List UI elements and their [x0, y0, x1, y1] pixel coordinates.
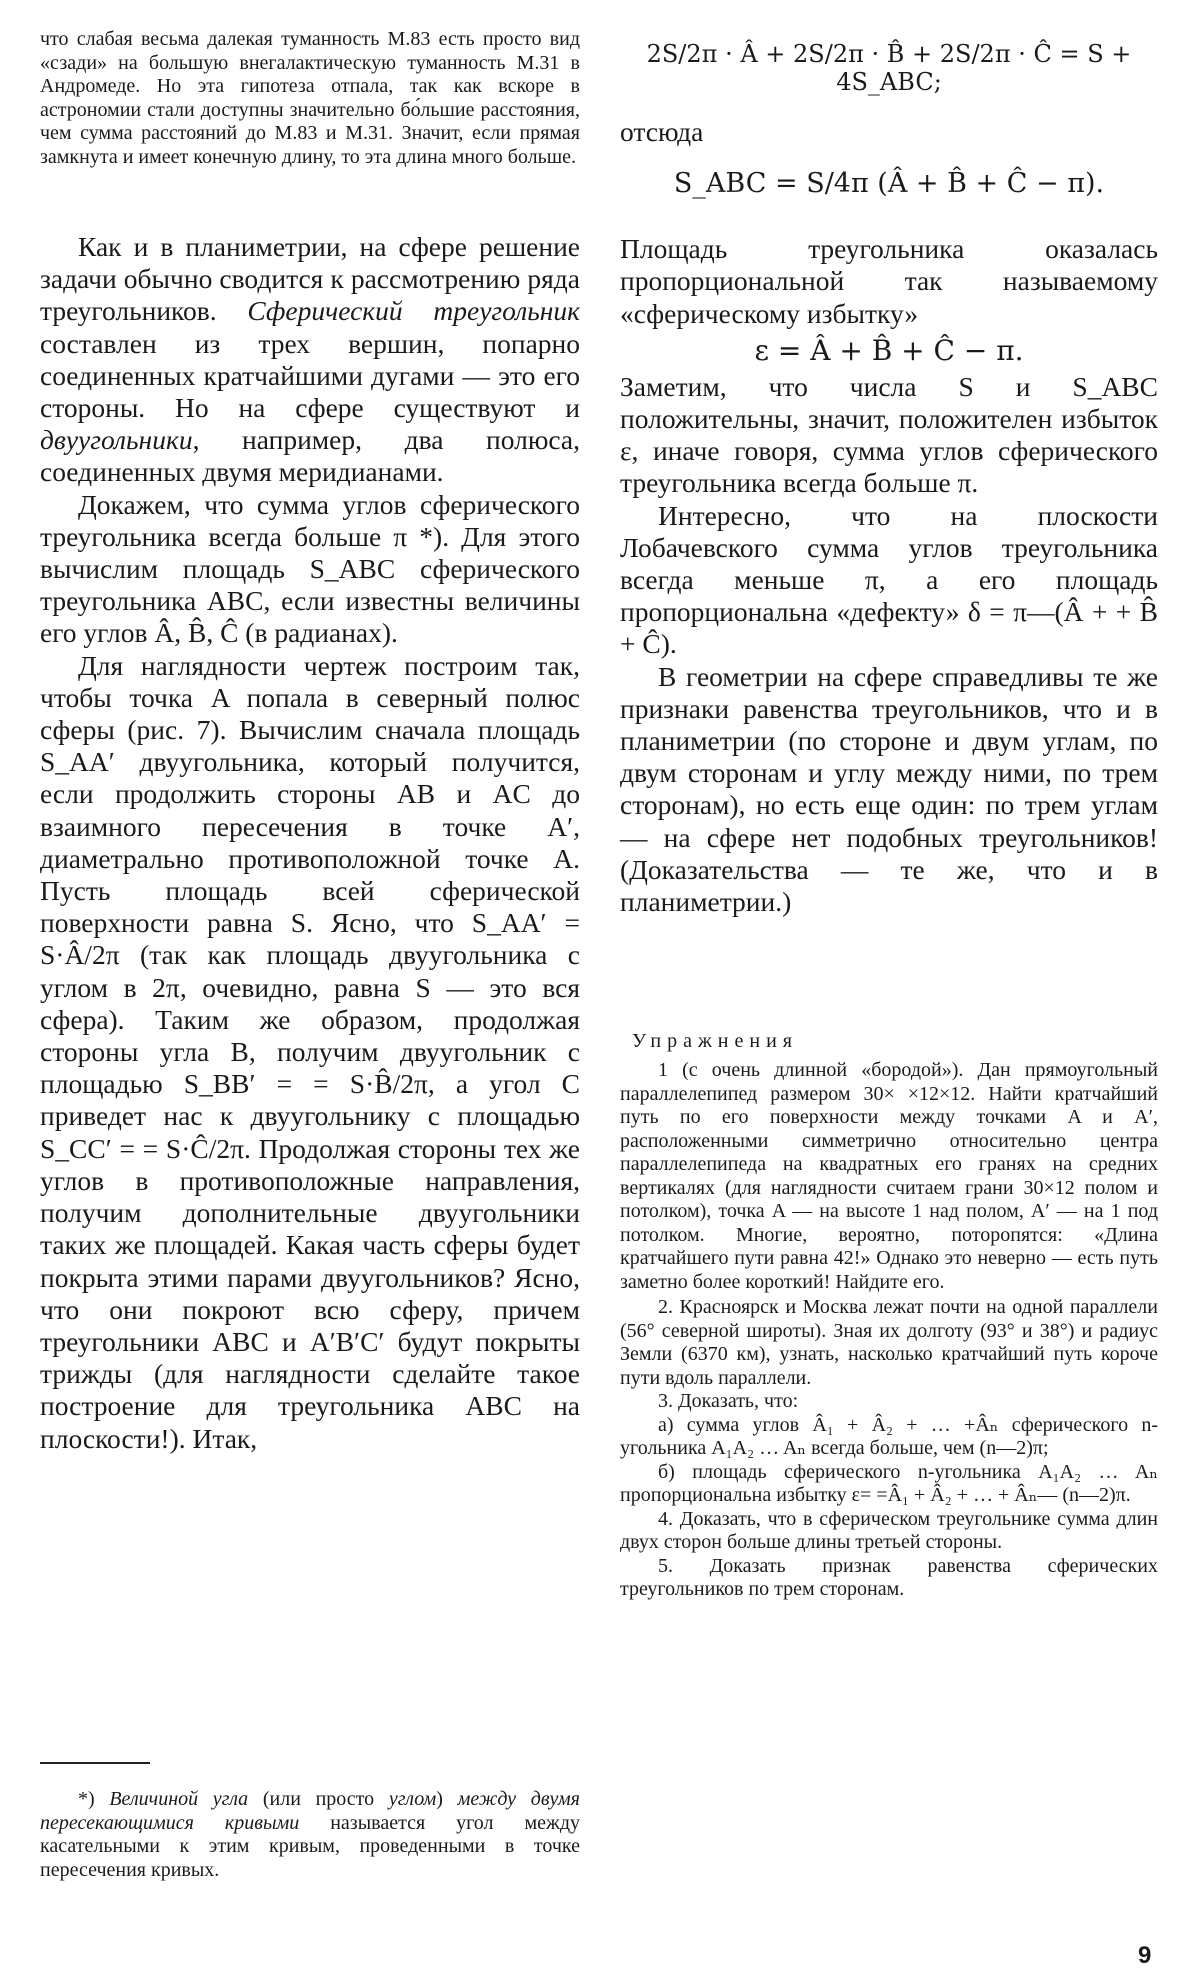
positive-excess-paragraph: Заметим, что числа S и S_ABC положительны, значит, положителен избыток ε, иначе говоря, сумма углов сферического треугольника всегда больше π. — [620, 370, 1158, 499]
left-column — [40, 0, 580, 1881]
exercise-3: 3. Доказать, что: — [658, 1390, 799, 1413]
term-spherical-triangle: Сферический треугольник — [247, 295, 580, 327]
exercises-heading: Упражнения — [632, 1030, 798, 1053]
exercise-4: 4. Доказать, что в сферическом треугольнике сумма длин двух сторон больше длины третьей стороны. — [620, 1507, 1158, 1554]
exercise-3b: б) площадь сферического n-угольника A₁A₂ … Aₙ пропорциональна избытку ε= =Â₁ + Â₂ + … + Âₙ— (n—2)π. — [620, 1460, 1158, 1507]
exercise-5: 5. Доказать признак равенства сферических треугольников по трем сторонам. — [620, 1554, 1158, 1601]
otsyuda-word: отсюда — [620, 116, 704, 147]
exercise-1: 1 (с очень длинной «бородой»). Дан прямоугольный параллелепипед размером 30× ×12×12. Найти кратчайший путь по его поверхности между точками A и A′, расположенными симметрично относительно центра параллелепипеда на квадратных его гранях на средних вертикалях (для наглядности считаем грани 30×12 полом и потолком), точка A — на высоте 1 над полом, A′ — на 1 под потолком. Многие, вероятно, поторопятся: «Длина кратчайшего пути равна 42!» Однако это неверно — есть путь заметно более короткий! Найдите его. — [620, 1059, 1158, 1293]
equation-spherical-excess: ε = Â + B̂ + Ĉ − π. — [754, 333, 1024, 367]
footnote — [40, 1788, 580, 1882]
footnote-divider — [40, 1762, 150, 1764]
right-column — [620, 0, 1158, 1602]
exercise-2: 2. Красноярск и Москва лежат почти на одной параллели (56° северной широты). Зная их долготу (93° и 38°) и радиус Земли (6370 км), узнать, насколько кратчайший путь короче пути вдоль параллели. — [620, 1296, 1158, 1389]
congruence-paragraph: В геометрии на сфере справедливы те же признаки равенства треугольников, что и в планиметрии (по стороне и двум углам, по двум сторонам и углу между ними, по трем сторонам), но есть еще один: по трем углам — на сфере нет подобных треугольников! (Доказательства — те же, что и в планиметрии.) — [620, 660, 1158, 918]
exercise-3a: а) сумма углов Â₁ + Â₂ + … +Âₙ сферического n-угольника A₁A₂ … Aₙ всегда больше, чем (n—2)π; — [620, 1413, 1158, 1460]
area-derivation-paragraph: Для наглядности чертеж построим так, чтобы точка A попала в северный полюс сферы (рис. 7). Вычислим сначала площадь S_AA′ двуугольника, который получится, если продолжить стороны AB и AC до взаимного пересечения в точке A′, диаметрально противоположной точке A. Пусть площадь всей сферической поверхности равна S. Ясно, что S_AA′ = S·Â/2π (так как площадь двуугольника с углом в 2π, очевидно, равна S — это вся сфера). Таким же образом, продолжая стороны угла B, получим двуугольник с площадью S_BB′ = = S·B̂/2π, а угол C приведет нас к двуугольнику с площадью S_CC′ = = S·Ĉ/2π. Продолжая стороны тех же углов в противоположные направления, получим дополнительные двуугольники таких же площадей. Какая часть сферы будет покрыта этими парами двуугольников? Ясно, что они покроют всю сферу, причем треугольники ABC и A′B′C′ будут покрыты трижды (для наглядности сделайте такое построение для треугольника ABC на плоскости!). Итак, — [40, 649, 580, 1454]
footnote-text: *) Величиной угла (или просто углом) между двумя пересекающимися кривыми называется угол между касательными к этим кривым, проведенными в точке пересечения кривых. — [40, 1788, 580, 1881]
term-biangle: двуугольники — [40, 424, 193, 456]
spherical-triangle-paragraph: Как и в планиметрии, на сфере решение задачи обычно сводится к рассмотрению ряда треугольников. Сферический треугольник составлен из трех вершин, попарно соединенных кратчайшими дугами — это его стороны. Но на сфере существуют и двуугольники, например, два полюса, соединенных двумя меридианами. — [40, 231, 580, 488]
excess-paragraph: Площадь треугольника оказалась пропорциональной так называемому «сферическому избытку» — [620, 233, 1158, 329]
page-number: 9 — [1138, 1942, 1152, 1969]
lobachevsky-paragraph: Интересно, что на плоскости Лобачевского сумма углов треугольника всегда меньше π, а его площадь пропорциональна «дефекту» δ = π—(Â + + B̂ + Ĉ). — [620, 499, 1158, 660]
equation-triangle-area: S_ABC = S/4π (Â + B̂ + Ĉ − π). — [673, 168, 1105, 200]
angle-sum-paragraph: Докажем, что сумма углов сферического треугольника всегда больше π *). Для этого вычислим площадь S_ABC сферического треугольника ABC, если известны величины его углов Â, B̂, Ĉ (в радианах). — [40, 488, 580, 649]
continued-paragraph: что слабая весьма далекая туманность М.83 есть просто вид «сзади» на большую внегалактическую туманность М.31 в Андромеде. Но эта гипотеза отпала, так как вскоре в астрономии стали доступны значительно бо́льшие расстояния, чем сумма расстояний до М.83 и М.31. Значит, если прямая замкнута и имеет конечную длину, то эта длина много больше. — [40, 28, 580, 168]
equation-biangle-sum: 2S/2π · Â + 2S/2π · B̂ + 2S/2π · Ĉ = S + 4S_ABC; — [646, 40, 1132, 96]
